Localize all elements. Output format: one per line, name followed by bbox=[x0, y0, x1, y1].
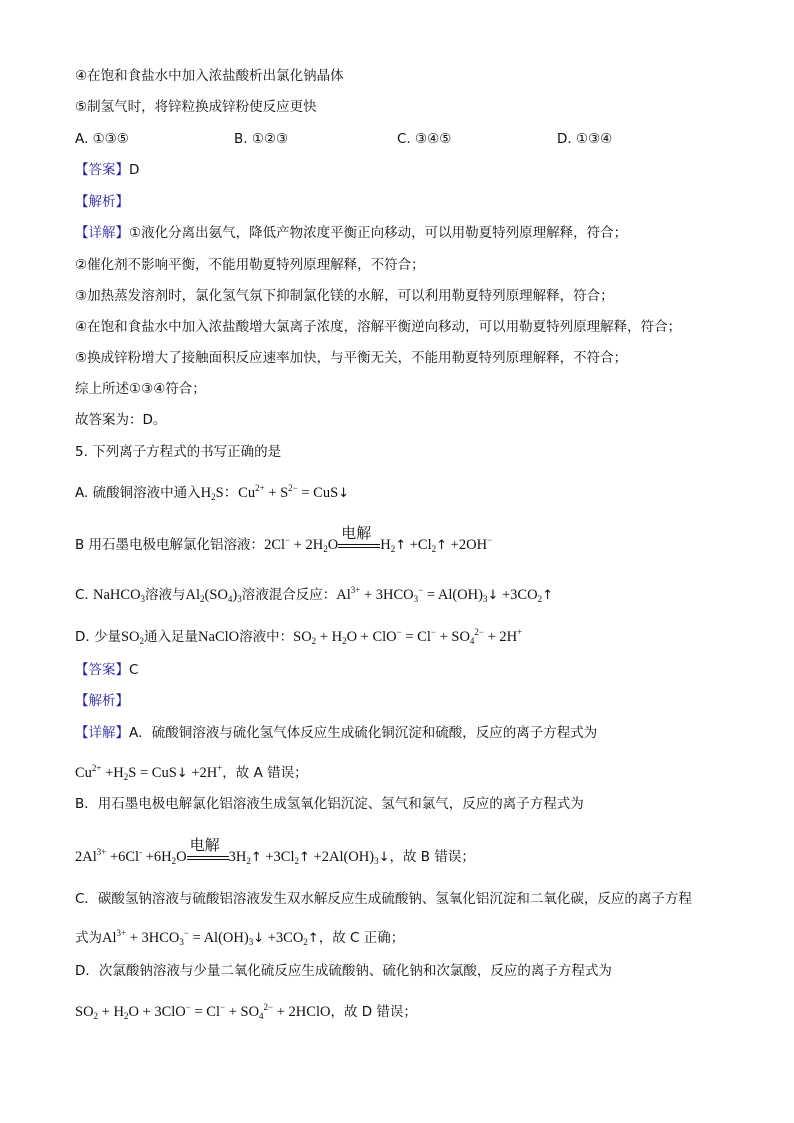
explain-c-prefix: 式为 bbox=[75, 930, 102, 946]
item-5-text: ⑤制氢气时，将锌粒换成锌粉使反应更快 bbox=[75, 99, 317, 115]
option-c-formula-1: NaHCO$_3$ bbox=[93, 587, 146, 604]
option-c-text-2: 溶液混合反应： bbox=[241, 587, 337, 603]
answer-line-2 bbox=[75, 660, 138, 680]
explain-a-formula: $Cu^{2+} +H_2S$ = CuS↓ +2H+ bbox=[75, 763, 223, 782]
explain-c-tail: ，故 C 正确； bbox=[318, 930, 405, 946]
explain-b-formula: $2Al^{3+} +6Cl^- +6H_2O$ 电解 $3H_2↑$ $+3Cl_2↑$ $+2Al(OH)_3↓$ bbox=[75, 835, 390, 866]
explain-b-text: B．用石墨电极电解氯化铝溶液生成氢氧化铝沉淀、氢气和氯气，反应的离子方程式为 bbox=[75, 796, 584, 812]
detail-line-2: ②催化剂不影响平衡，不能用勒夏特列原理解释，不符合； bbox=[75, 257, 425, 273]
explain-c-formula: $Al^{3+} + 3HCO_3^-$ = $Al(OH)_3↓$ $+3CO_2↑$ bbox=[102, 928, 319, 947]
detail-line-5: ⑤换成锌粉增大了接触面积反应速率加快，与平衡无关，不能用勒夏特列原理解释，不符合； bbox=[75, 350, 628, 366]
option-a-text: A. 硫酸铜溶液中通入 bbox=[75, 485, 201, 501]
answer-tag-2: 【答案】 bbox=[75, 662, 129, 678]
option-a-formula: $H_2S$：$Cu^{2+} + S^{2-}$ = CuS↓ bbox=[200, 483, 350, 502]
option-c-text-1: 溶液与 bbox=[145, 587, 186, 603]
final-answer-line: 故答案为：D。 bbox=[75, 412, 167, 428]
option-b: B. ①②③ bbox=[234, 131, 289, 147]
option-d-text-3: 溶液中： bbox=[239, 629, 294, 645]
question-5-option-d bbox=[75, 622, 522, 651]
explain-b-equation bbox=[75, 835, 475, 871]
answer-tag: 【答案】 bbox=[75, 162, 129, 178]
explain-d-equation bbox=[75, 997, 417, 1026]
explain-d-text: D．次氯酸钠溶液与少量二氧化硫反应生成硫酸钠、硫化钠和次氯酸，反应的离子方程式为 bbox=[75, 963, 612, 979]
option-d-formula-2: NaClO bbox=[198, 629, 240, 645]
electrolysis-arrow-2 bbox=[187, 835, 229, 865]
explain-a-tail: ，故 A 错误； bbox=[222, 765, 308, 781]
electrolysis-label: 电解 bbox=[341, 523, 372, 542]
detail-line-1 bbox=[75, 223, 627, 243]
analysis-tag-2: 【解析】 bbox=[75, 693, 129, 709]
explain-a-equation bbox=[75, 758, 308, 787]
question-5-option-a bbox=[75, 478, 349, 507]
option-d-text-1: D. 少量 bbox=[75, 629, 121, 645]
answer-line-1 bbox=[75, 160, 139, 180]
detail-line-3: ③加热蒸发溶剂时，氯化氢气氛下抑制氯化镁的水解，可以利用勒夏特列原理解释，符合； bbox=[75, 288, 614, 304]
detail-text: ①液化分离出氨气，降低产物浓度平衡正向移动，可以用勒夏特列原理解释，符合； bbox=[129, 225, 628, 241]
detail-tag: 【详解】 bbox=[75, 225, 129, 241]
option-d-formula-3: $SO_2 + H_2O + ClO^- = Cl^- + SO_4^{2-} + 2H^+$ bbox=[293, 627, 523, 646]
option-b-formula: $2Cl^- + 2H_2O$ 电解 $H_2↑$ $+Cl_2↑ +2OH^-$ bbox=[264, 523, 493, 554]
detail-line-4: ④在饱和食盐水中加入浓盐酸增大氯离子浓度，溶解平衡逆向移动，可以用勒夏特列原理解释，符合； bbox=[75, 319, 682, 335]
explain-c-equation bbox=[75, 923, 404, 952]
explain-c-text: C．碳酸氢钠溶液与硫酸铝溶液发生双水解反应生成硫酸钠、氢氧化铝沉淀和二氧化碳，反应的离子方程 bbox=[75, 891, 692, 907]
explain-d-tail: ，故 D 错误； bbox=[330, 1004, 417, 1020]
option-c-formula-3: $Al^{3+} + 3HCO_3^-$ = $Al(OH)_3↓$ $+3CO_2↑$ bbox=[336, 585, 553, 604]
option-c-formula-2: $Al_2(SO_4)_3$ bbox=[185, 587, 242, 604]
question-5-option-b bbox=[75, 523, 493, 559]
electrolysis-arrow bbox=[338, 523, 380, 553]
explain-a-text: A．硫酸铜溶液与硫化氢气体反应生成硫化铜沉淀和硫酸，反应的离子方程式为 bbox=[129, 725, 598, 741]
electrolysis-label-2: 电解 bbox=[189, 835, 220, 854]
summary-line: 综上所述①③④符合； bbox=[75, 381, 206, 397]
analysis-tag-1: 【解析】 bbox=[75, 194, 129, 210]
question-5-stem: 5. 下列离子方程式的书写正确的是 bbox=[75, 444, 282, 460]
option-c-label: C. bbox=[75, 587, 94, 603]
question-5-option-c bbox=[75, 580, 553, 609]
option-d-text-2: 通入足量 bbox=[144, 629, 199, 645]
explain-d-formula: $SO_2 + H_2O + 3ClO^- = Cl^- + SO_4^{2-}$ + 2HClO bbox=[75, 1002, 331, 1021]
answer-value: D bbox=[129, 162, 140, 178]
detail-tag-2: 【详解】 bbox=[75, 725, 129, 741]
answer-value-2: C bbox=[129, 662, 139, 678]
option-a: A. ①③⑤ bbox=[75, 131, 129, 147]
option-d: D. ①③④ bbox=[557, 131, 613, 147]
explain-a-line bbox=[75, 723, 597, 743]
explain-b-tail: ，故 B 错误； bbox=[389, 849, 475, 865]
option-b-text: B 用石墨电极电解氯化铝溶液： bbox=[75, 537, 265, 553]
option-d-formula-1: $SO_2$ bbox=[120, 629, 145, 646]
item-4-text: ④在饱和食盐水中加入浓盐酸析出氯化钠晶体 bbox=[75, 68, 344, 84]
option-c: C. ③④⑤ bbox=[397, 131, 452, 147]
